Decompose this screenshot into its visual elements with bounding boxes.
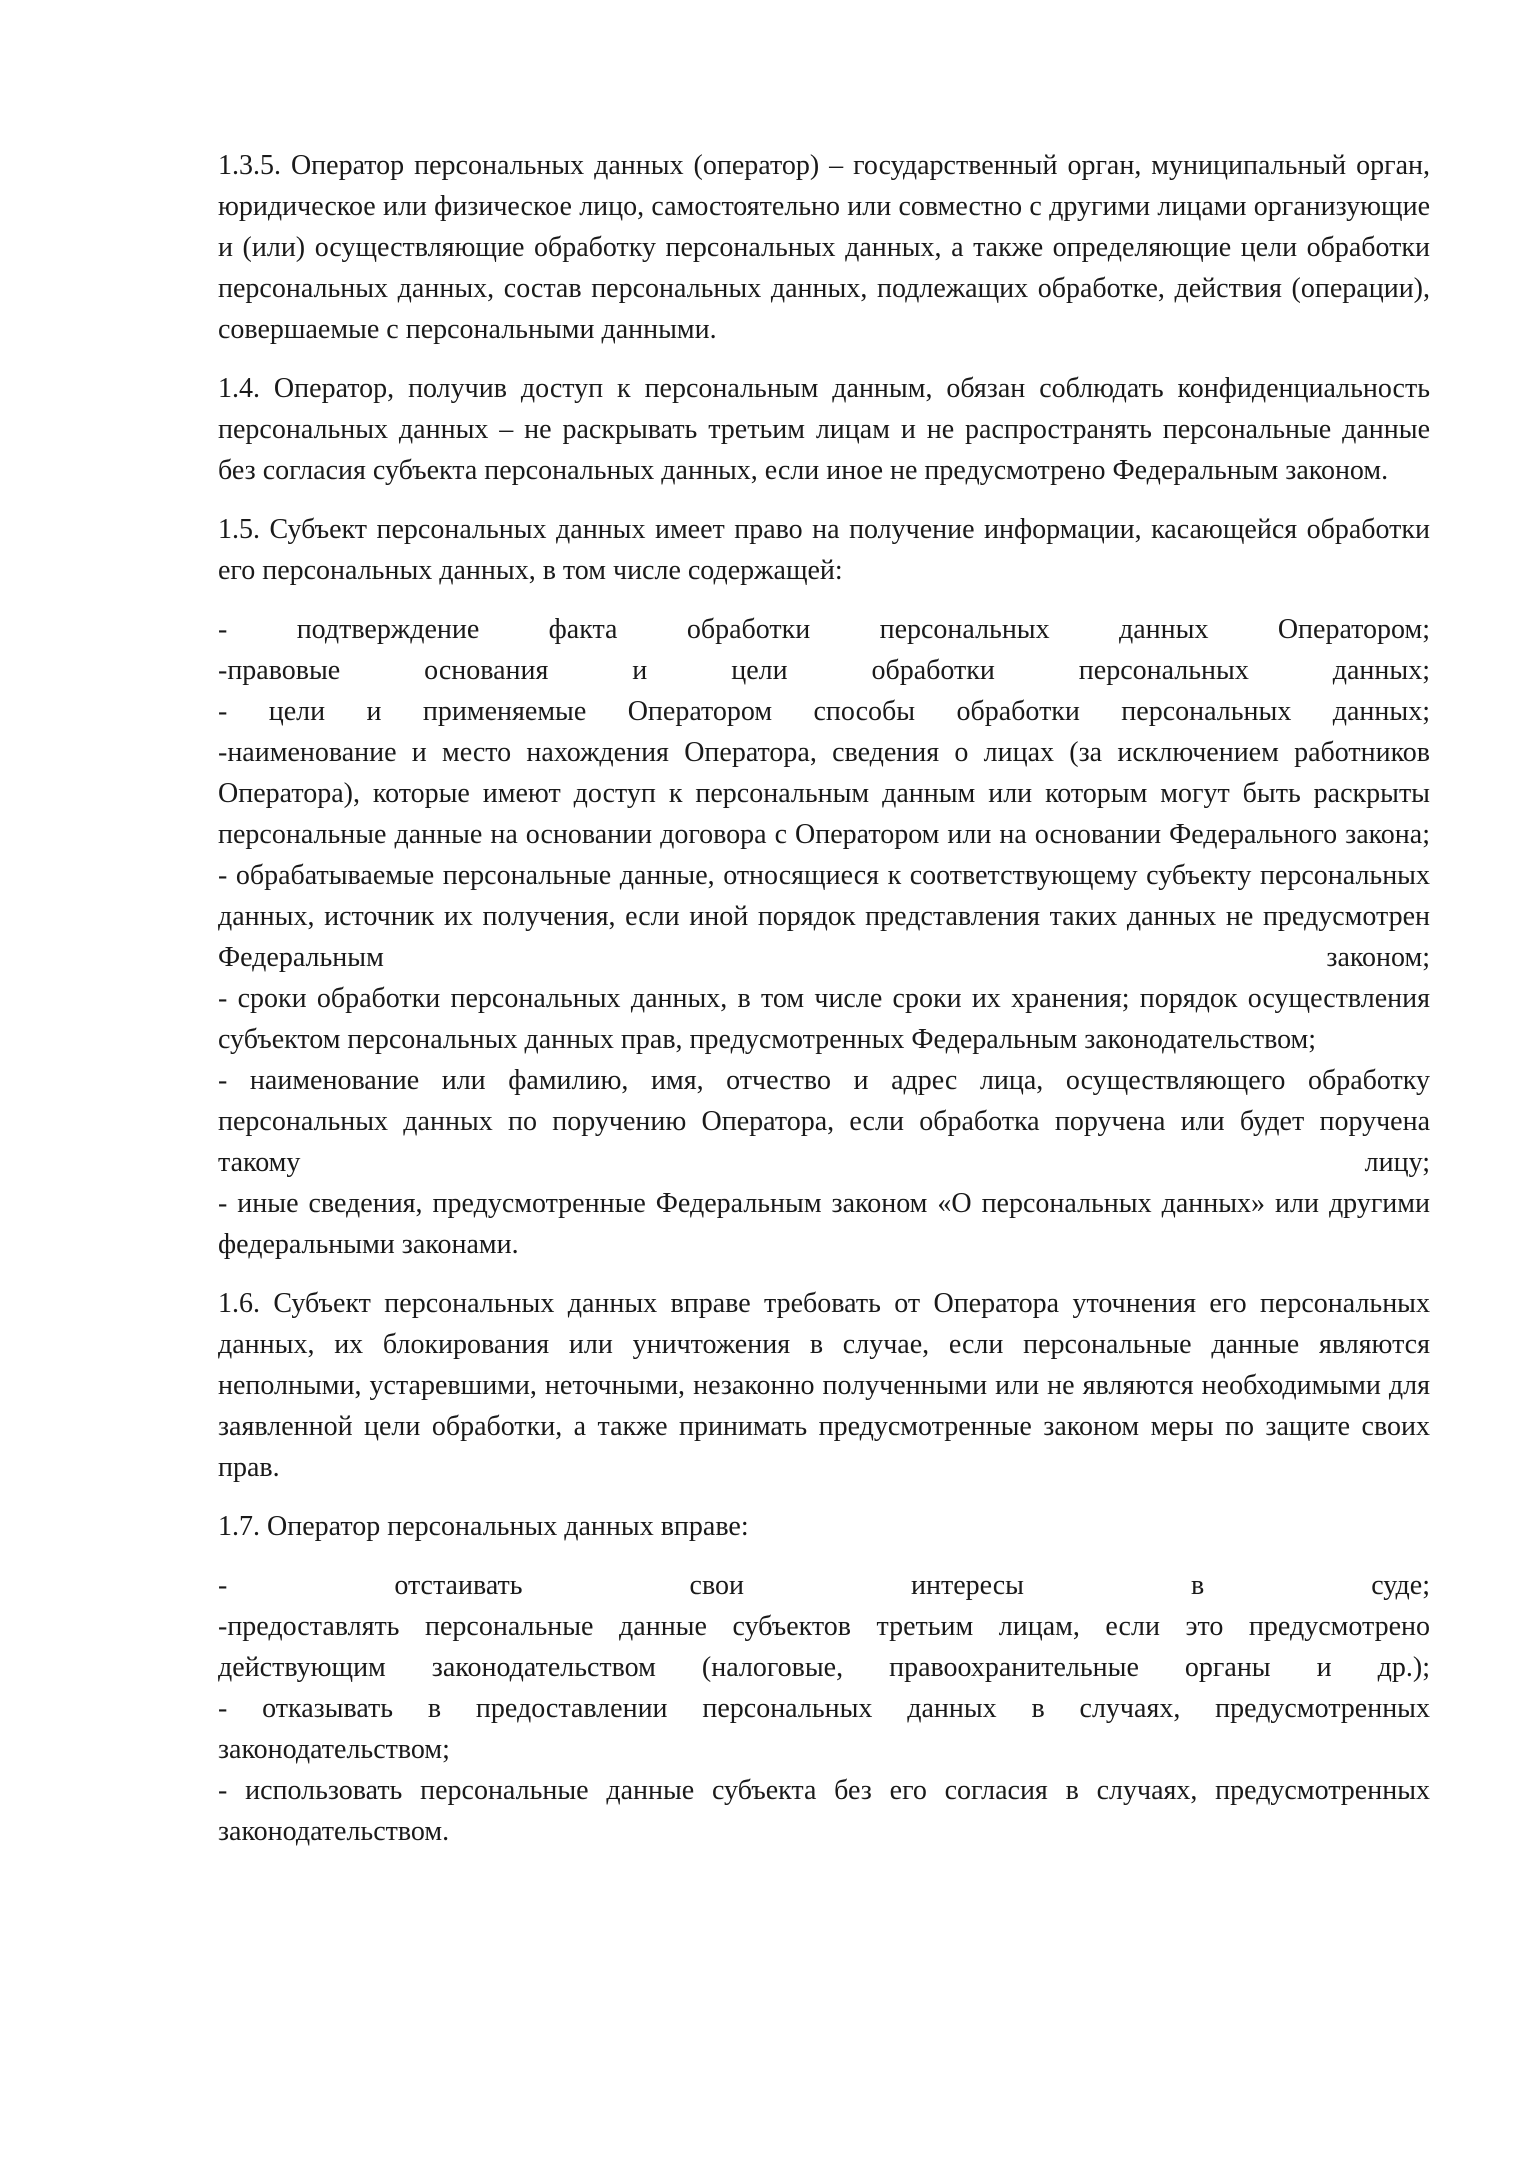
- paragraph-1-6: 1.6. Субъект персональных данных вправе требовать от Оператора уточнения его персональных данных, их блокирования или уничтожения в случае, если персональные данные являются неполными, устаревшими, неточными, незаконно полученными или не являются необходимыми для заявленной цели обработки, а также принимать предусмотренные законом меры по защите своих прав.: [218, 1288, 1430, 1483]
- list-item: - иные сведения, предусмотренные Федеральным законом «О персональных данных» или другими федеральными законами.: [218, 1188, 1430, 1260]
- paragraph-1-4: 1.4. Оператор, получив доступ к персональным данным, обязан соблюдать конфиденциальность персональных данных – не раскрывать третьим лицам и не распространять персональные данные без согласия субъекта персональных данных, если иное не предусмотрено Федеральным законом.: [218, 373, 1430, 486]
- list-item: - отказывать в предоставлении персональных данных в случаях, предусмотренных законодательством;: [218, 1693, 1430, 1765]
- list-item: - отстаивать свои интересы в суде;: [218, 1570, 1430, 1601]
- paragraph-1-5: 1.5. Субъект персональных данных имеет право на получение информации, касающейся обработки его персональных данных, в том числе содержащей:: [218, 514, 1430, 586]
- list-item: -правовые основания и цели обработки персональных данных;: [218, 655, 1430, 686]
- document-page: [218, 145, 1430, 1870]
- subject-rights-list: [218, 609, 1430, 1265]
- paragraph-1-3-5: 1.3.5. Оператор персональных данных (оператор) – государственный орган, муниципальный орган, юридическое или физическое лицо, самостоятельно или совместно с другими лицами организующие и (или) осуществляющие обработку персональных данных, а также определяющие цели обработки персональных данных, состав персональных данных, подлежащих обработке, действия (операции), совершаемые с персональными данными.: [218, 150, 1430, 345]
- list-item: -предоставлять персональные данные субъектов третьим лицам, если это предусмотрено действующим законодательством (налоговые, правоохранительные органы и др.);: [218, 1611, 1430, 1683]
- list-item: - сроки обработки персональных данных, в том числе сроки их хранения; порядок осуществления субъектом персональных данных прав, предусмотренных Федеральным законодательством;: [218, 983, 1430, 1055]
- list-item: -наименование и место нахождения Оператора, сведения о лицах (за исключением работников Оператора), которые имеют доступ к персональным данным или которым могут быть раскрыты персональные данные на основании договора с Оператором или на основании Федерального закона;: [218, 737, 1430, 850]
- list-item: - цели и применяемые Оператором способы обработки персональных данных;: [218, 696, 1430, 727]
- list-item: - обрабатываемые персональные данные, относящиеся к соответствующему субъекту персональных данных, источник их получения, если иной порядок представления таких данных не предусмотрен Федеральным законом;: [218, 860, 1430, 973]
- paragraph-1-7: 1.7. Оператор персональных данных вправе:: [218, 1511, 749, 1542]
- list-item: - наименование или фамилию, имя, отчество и адрес лица, осуществляющего обработку персональных данных по поручению Оператора, если обработка поручена или будет поручена такому лицу;: [218, 1065, 1430, 1178]
- list-item: - подтверждение факта обработки персональных данных Оператором;: [218, 614, 1430, 645]
- operator-rights-list: [218, 1565, 1430, 1852]
- list-item: - использовать персональные данные субъекта без его согласия в случаях, предусмотренных законодательством.: [218, 1775, 1430, 1847]
